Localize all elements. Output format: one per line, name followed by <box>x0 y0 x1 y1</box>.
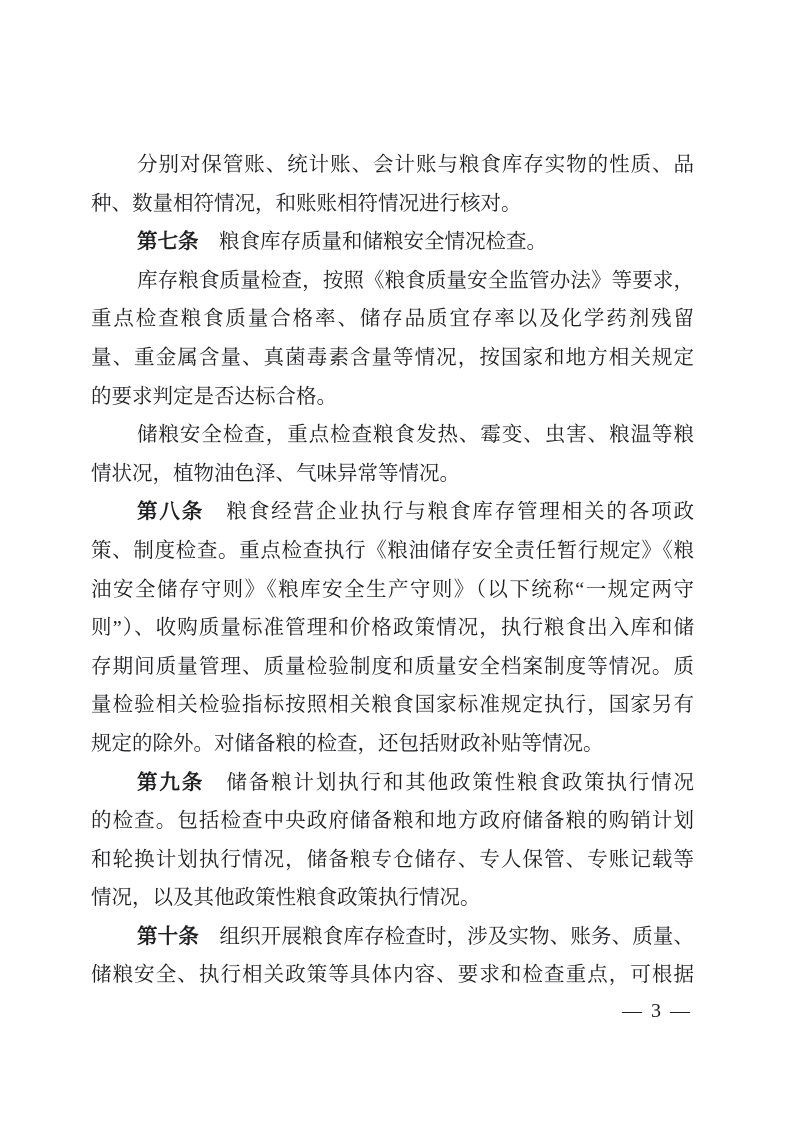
text-segment: 组织开展粮食库存检查时，涉及实物、账务、质量、 <box>198 925 695 948</box>
text-segment: 情况，以及其他政策性粮食政策执行情况。 <box>91 887 481 910</box>
article-number-heading: 第八条 <box>137 500 205 524</box>
text-segment: 种、数量相符情况，和账账相符情况进行核对。 <box>91 192 522 215</box>
text-segment: 分别对保管账、统计账、会计账与粮食库存实物的性质、品 <box>137 154 694 176</box>
text-line <box>91 802 694 841</box>
text-segment: 储粮安全、执行相关政策等具体内容、要求和检查重点，可根据 <box>91 964 694 987</box>
text-segment: 存期间质量管理、质量检验制度和质量安全档案制度等情况。质 <box>91 655 694 678</box>
text-line <box>91 841 694 880</box>
page-number-label: — 3 — <box>622 1000 692 1022</box>
article-number-heading: 第十条 <box>137 924 199 948</box>
text-segment: 和轮换计划执行情况，储备粮专仓储存、专人保管、专账记载等 <box>91 848 694 871</box>
text-line <box>91 609 694 648</box>
text-line <box>91 918 694 957</box>
article-number-heading: 第九条 <box>137 770 205 794</box>
text-line <box>91 146 694 185</box>
text-segment: 的检查。包括检查中央政府储备粮和地方政府储备粮的购销计划 <box>91 810 694 833</box>
text-line <box>91 378 694 417</box>
text-line <box>91 455 694 494</box>
text-line <box>91 185 694 224</box>
text-line <box>91 686 694 725</box>
document-body <box>91 146 694 995</box>
text-line <box>91 571 694 610</box>
text-segment: 情状况，植物油色泽、气味异常等情况。 <box>91 462 460 485</box>
text-line <box>91 956 694 995</box>
text-segment: 的要求判定是否达标合格。 <box>91 385 337 408</box>
text-line <box>91 262 694 301</box>
text-line <box>91 648 694 687</box>
text-segment: 规定的除外。对储备粮的检查，还包括财政补贴等情况。 <box>91 732 604 755</box>
text-segment: 粮食经营企业执行与粮食库存管理相关的各项政 <box>204 501 694 524</box>
text-segment: 储粮安全检查，重点检查粮食发热、霉变、虫害、粮温等粮 <box>137 424 694 447</box>
text-line <box>91 532 694 571</box>
text-line <box>91 725 694 764</box>
text-segment: 储备粮计划执行和其他政策性粮食政策执行情况 <box>204 771 694 794</box>
text-segment: 油安全储存守则》《粮库安全生产守则》（以下统称“一规定两守 <box>91 578 694 601</box>
text-line <box>91 493 694 532</box>
text-line <box>91 339 694 378</box>
text-segment: 量检验相关检验指标按照相关粮食国家标准规定执行，国家另有 <box>91 694 694 717</box>
text-line <box>91 416 694 455</box>
text-line <box>91 879 694 918</box>
page-footer <box>622 998 692 1024</box>
article-number-heading: 第七条 <box>137 230 199 254</box>
text-segment: 粮食库存质量和储粮安全情况检查。 <box>198 231 547 254</box>
text-segment: 重点检查粮食质量合格率、储存品质宜存率以及化学药剂残留 <box>91 308 694 331</box>
text-segment: 则”）、收购质量标准管理和价格政策情况，执行粮食出入库和储 <box>91 617 694 640</box>
text-line <box>91 300 694 339</box>
text-segment: 策、制度检查。重点检查执行《粮油储存安全责任暂行规定》《粮 <box>91 539 694 562</box>
text-segment: 量、重金属含量、真菌毒素含量等情况，按国家和地方相关规定 <box>91 346 694 369</box>
text-line <box>91 764 694 803</box>
text-segment: 库存粮食质量检查，按照《粮食质量安全监管办法》等要求， <box>137 269 694 292</box>
text-line <box>91 223 694 262</box>
